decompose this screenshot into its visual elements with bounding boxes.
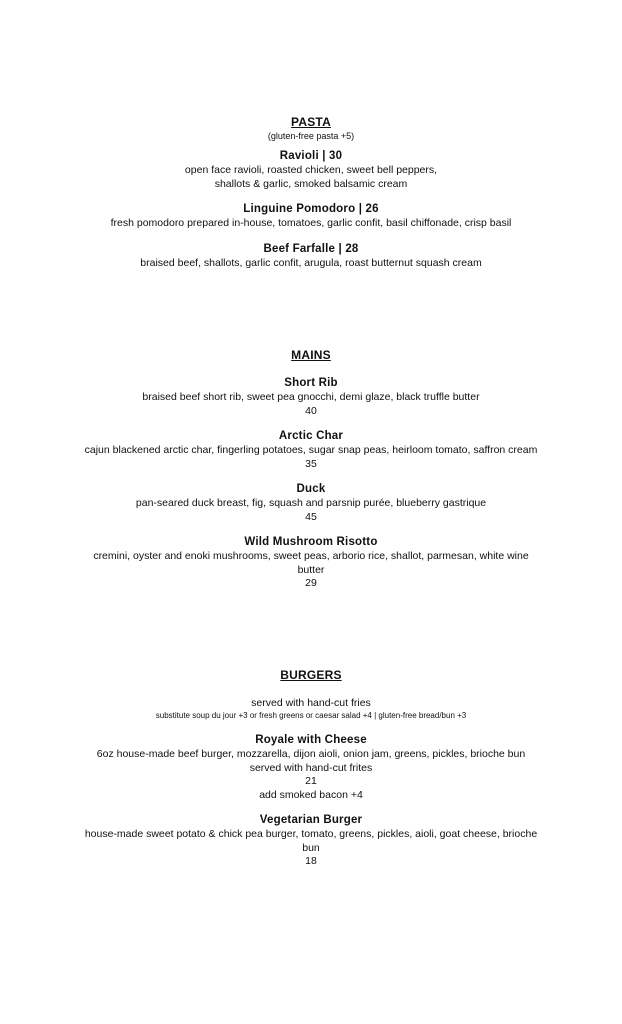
- item-description: shallots & garlic, smoked balsamic cream: [214, 177, 408, 190]
- item-description: pan-seared duck breast, fig, squash and parsnip purée, blueberry gastrique: [135, 497, 487, 509]
- item-description: open face ravioli, roasted chicken, sweet bell peppers,: [184, 164, 438, 176]
- burgers-substitute-note: substitute soup du jour +3 or fresh greens or caesar salad +4 | gluten-free bread/bun +3: [155, 711, 467, 720]
- item-description: braised beef short rib, sweet pea gnocchi, demi glaze, black truffle butter: [142, 391, 480, 403]
- mains-heading: MAINS: [291, 348, 331, 362]
- pasta-heading: PASTA: [291, 115, 331, 129]
- item-price: 29: [305, 577, 317, 589]
- item-name: Arctic Char: [278, 430, 344, 442]
- item-extra: add smoked bacon +4: [259, 788, 363, 801]
- item-description: served with hand-cut frites: [249, 761, 373, 774]
- pasta-gluten-free-note: (gluten-free pasta +5): [267, 131, 355, 141]
- item-description: house-made sweet potato & chick pea burger, tomato, greens, pickles, aioli, goat cheese, brioche: [84, 828, 538, 840]
- item-price: 35: [305, 457, 317, 470]
- item-description: 6oz house-made beef burger, mozzarella, dijon aioli, onion jam, greens, pickles, brioche bun: [96, 748, 526, 760]
- item-price: 45: [305, 510, 317, 523]
- menu-item-ravioli: [0, 149, 622, 191]
- item-description: braised beef, shallots, garlic confit, arugula, roast butternut squash cream: [140, 256, 482, 269]
- item-name: Ravioli | 30: [279, 150, 343, 162]
- item-description: cajun blackened arctic char, fingerling potatoes, sugar snap peas, heirloom tomato, saffron cream: [84, 444, 538, 456]
- menu-item-beef-farfalle: [0, 242, 622, 271]
- burgers-section: [0, 668, 622, 869]
- item-name: Royale with Cheese: [255, 734, 367, 746]
- item-name: Vegetarian Burger: [259, 814, 363, 826]
- item-description: cremini, oyster and enoki mushrooms, sweet peas, arborio rice, shallot, parmesan, white wine: [93, 550, 529, 562]
- item-price: 21: [305, 775, 317, 787]
- menu-item-linguine-pomodoro: [0, 202, 622, 231]
- item-description: butter: [297, 563, 325, 576]
- item-name: Short Rib: [284, 377, 338, 389]
- menu-item-royale-with-cheese: [0, 733, 622, 802]
- item-name: Linguine Pomodoro | 26: [243, 203, 379, 215]
- item-description: fresh pomodoro prepared in-house, tomatoes, garlic confit, basil chiffonade, crisp basil: [110, 217, 512, 229]
- menu-item-duck: [0, 482, 622, 524]
- item-description: bun: [302, 841, 320, 854]
- menu-item-arctic-char: [0, 429, 622, 471]
- menu-item-vegetarian-burger: [0, 813, 622, 869]
- item-price: 40: [305, 404, 317, 417]
- item-name: Wild Mushroom Risotto: [244, 536, 378, 548]
- menu-item-wild-mushroom-risotto: [0, 535, 622, 591]
- item-name: Duck: [296, 483, 326, 495]
- mains-section: [0, 348, 622, 591]
- burgers-served-note: served with hand-cut fries: [251, 697, 371, 709]
- burgers-heading: BURGERS: [280, 668, 342, 682]
- pasta-section: [0, 115, 622, 270]
- item-price: 18: [305, 855, 317, 867]
- menu-item-short-rib: [0, 376, 622, 418]
- item-name: Beef Farfalle | 28: [263, 242, 359, 255]
